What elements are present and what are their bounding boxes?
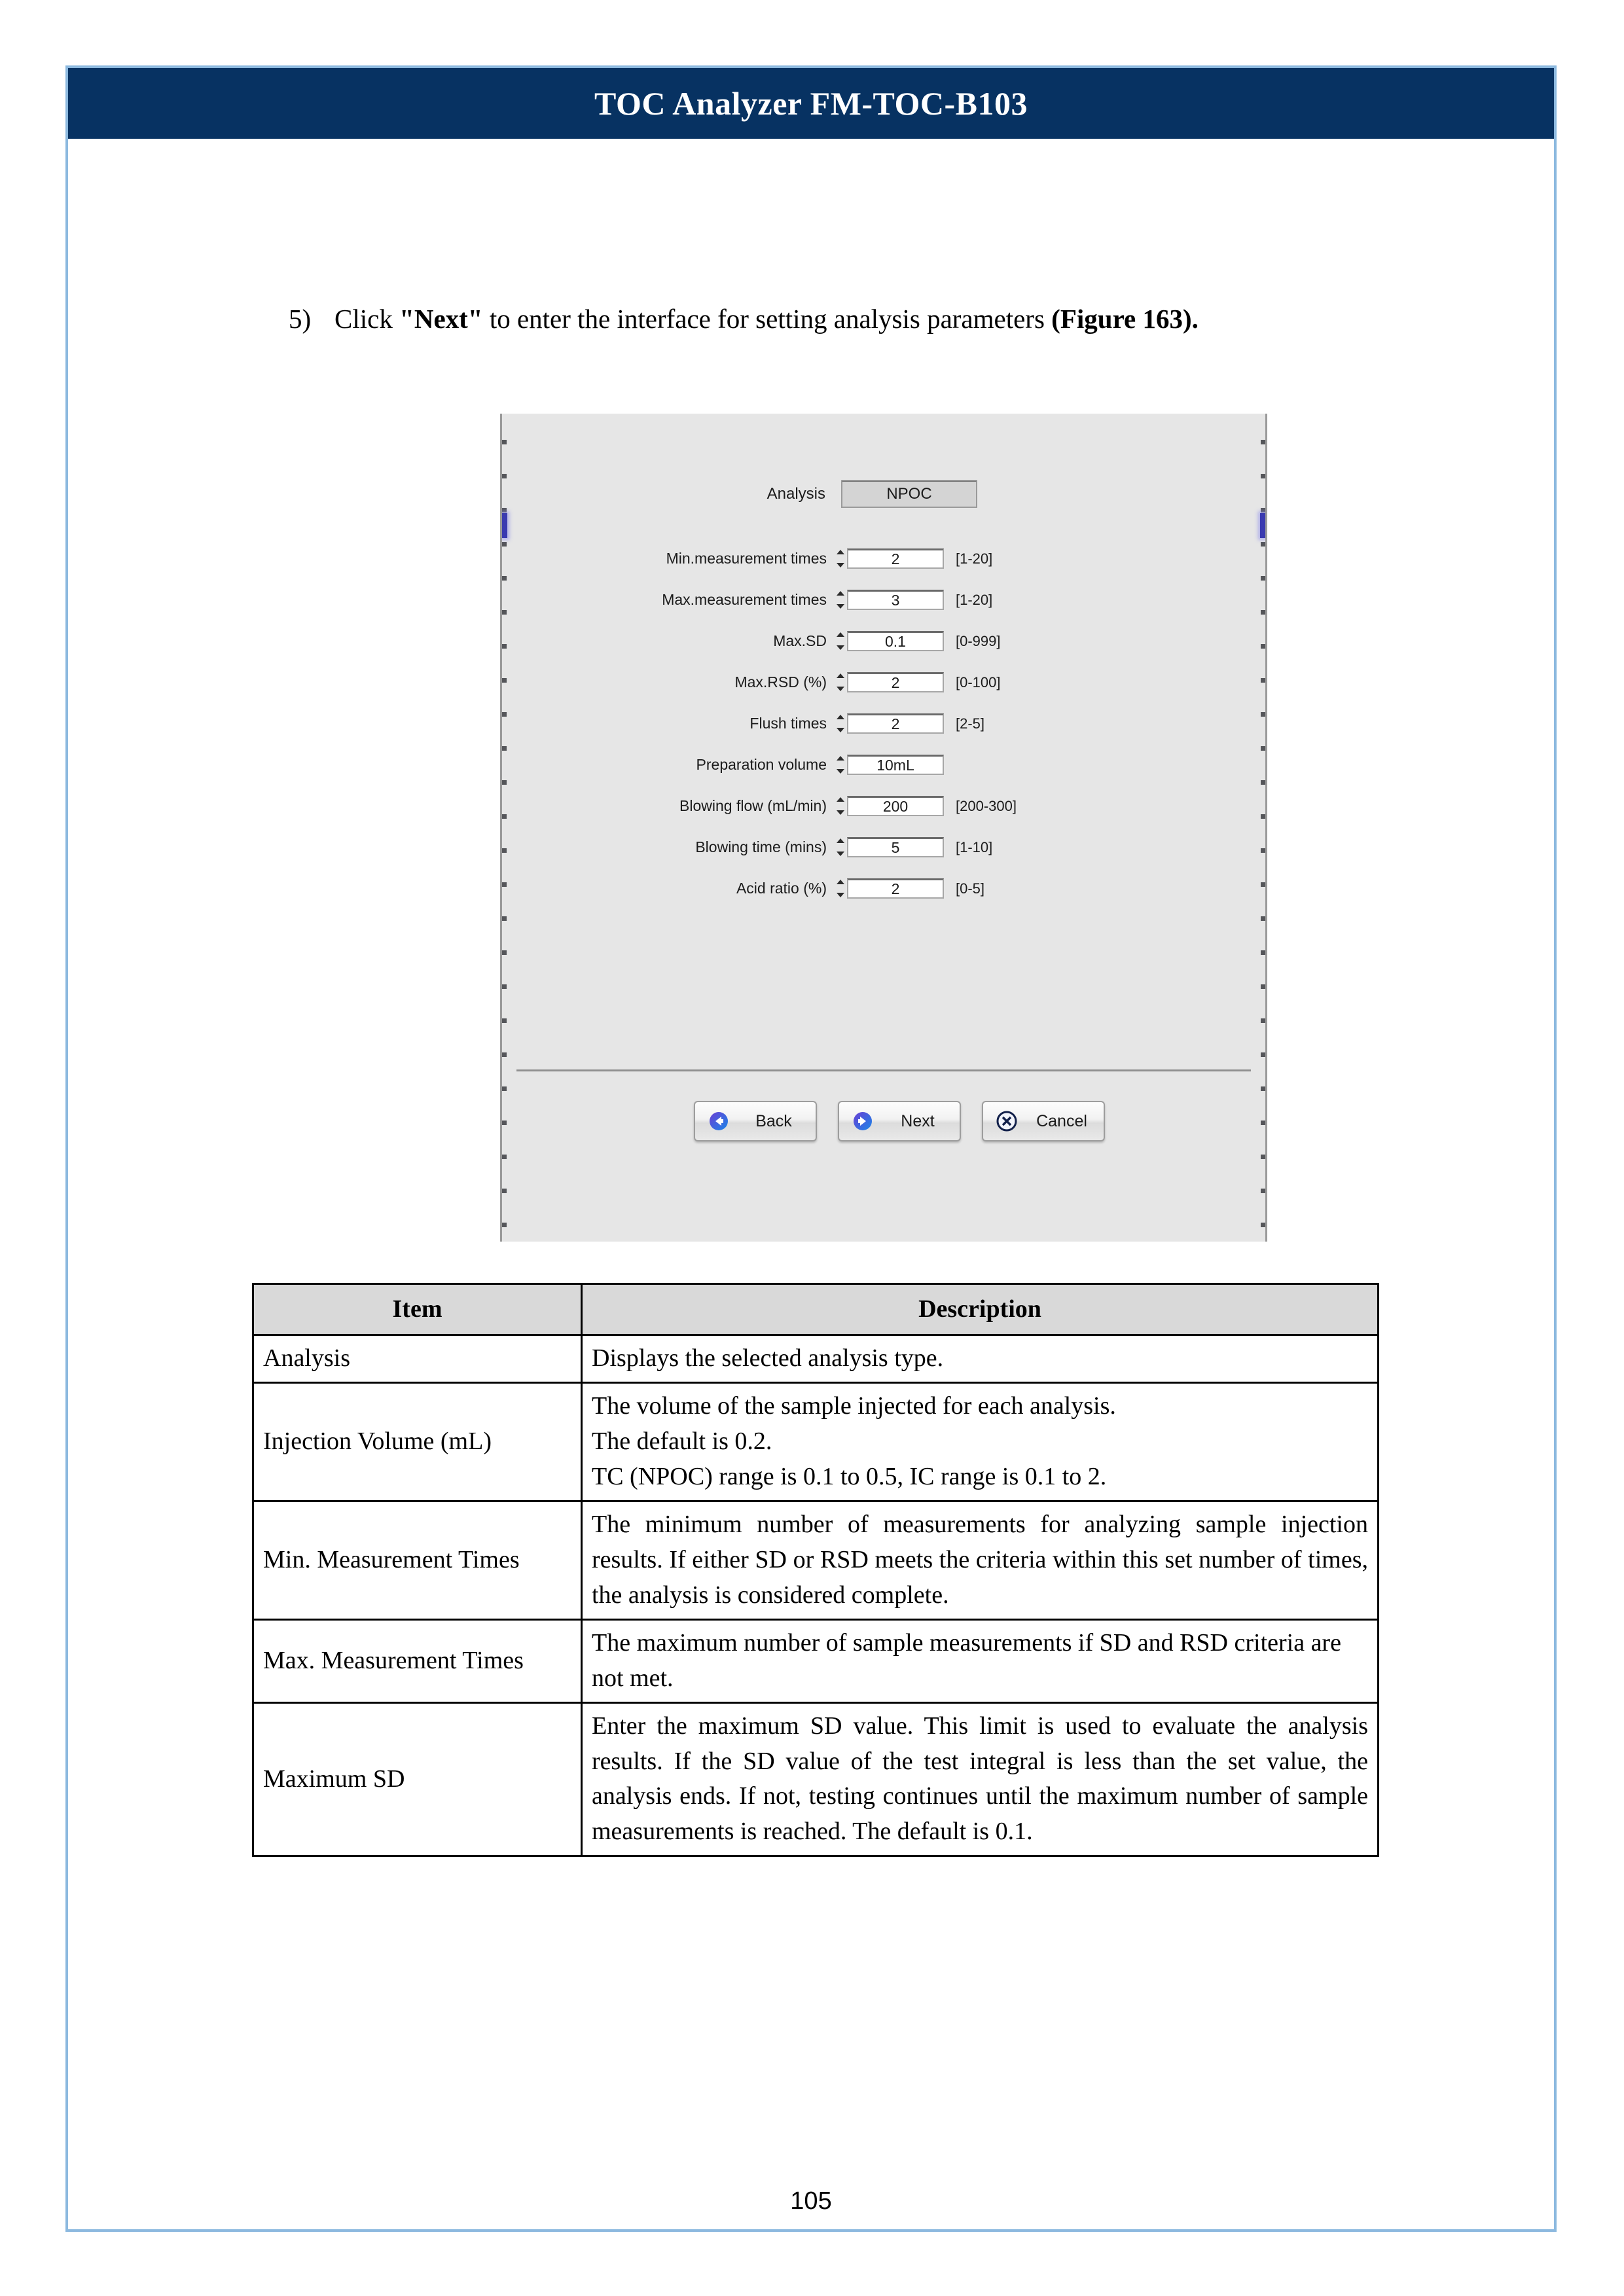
parameter-label: Max.SD (773, 632, 827, 649)
table-cell-item: Max. Measurement Times (253, 1619, 582, 1702)
column-header-description: Description (582, 1284, 1379, 1335)
description-line: TC (NPOC) range is 0.1 to 0.5, IC range is 0.1 to 2. (592, 1462, 1107, 1490)
spinner-stepper[interactable] (836, 837, 844, 857)
description-line: The volume of the sample injected for each analysis. (592, 1391, 1116, 1420)
spinner-up-icon[interactable] (837, 838, 844, 843)
spinner-down-icon[interactable] (837, 645, 844, 650)
parameter-range-hint: [0-100] (956, 673, 1001, 691)
step-text (334, 301, 1239, 337)
step-text-bold-figure-ref: (Figure 163). (1051, 304, 1199, 334)
parameter-range-hint: [0-999] (956, 632, 1001, 649)
figure-163-image (500, 414, 1267, 1242)
spinner-down-icon[interactable] (837, 893, 844, 897)
spinner-up-icon[interactable] (837, 632, 844, 637)
page-number: 105 (790, 2187, 832, 2215)
parameter-label: Preparation volume (696, 756, 827, 773)
table-body (253, 1335, 1379, 1856)
description-line: Enter the maximum SD value. This limit is used to evaluate the analysis results. If the SD value of the test integral is less than the set value, the analysis ends. If not, testing continues until the maximum number of sample measurements is reached. The default is 0.1. (592, 1712, 1368, 1846)
analysis-type-row (502, 480, 1265, 508)
table-cell-item: Min. Measurement Times (253, 1501, 582, 1619)
parameter-label: Acid ratio (%) (736, 880, 827, 897)
table-cell-description (582, 1619, 1379, 1702)
parameter-input[interactable]: 10mL (847, 755, 944, 775)
analysis-label: Analysis (767, 485, 825, 503)
spinner-down-icon[interactable] (837, 810, 844, 815)
table-row (253, 1702, 1379, 1856)
parameter-row (502, 837, 1265, 857)
spinner-up-icon[interactable] (837, 673, 844, 678)
dialog-footer-separator (516, 1069, 1251, 1071)
parameter-range-hint: [200-300] (956, 797, 1017, 814)
parameter-input[interactable]: 3 (847, 590, 944, 610)
parameter-description-table (252, 1283, 1379, 1857)
back-button[interactable] (694, 1101, 817, 1141)
parameter-fields-list (502, 548, 1265, 920)
parameter-input[interactable]: 2 (847, 672, 944, 692)
description-line: The default is 0.2. (592, 1427, 772, 1455)
instruction-step (289, 301, 1239, 337)
button-label: Back (755, 1111, 792, 1130)
table-cell-item: Injection Volume (mL) (253, 1382, 582, 1501)
spinner-up-icon[interactable] (837, 756, 844, 761)
button-label: Next (901, 1111, 935, 1130)
next-button[interactable] (838, 1101, 961, 1141)
table-row (253, 1501, 1379, 1619)
parameter-row (502, 548, 1265, 569)
page-content (68, 139, 1554, 2229)
spinner-stepper[interactable] (836, 548, 844, 569)
parameter-label: Max.measurement times (662, 591, 827, 608)
page-frame (65, 65, 1557, 2232)
spinner-stepper[interactable] (836, 878, 844, 899)
parameter-range-hint: [0-5] (956, 880, 985, 897)
step-text-part1: Click (334, 304, 400, 334)
table-header-row (253, 1284, 1379, 1335)
parameter-range-hint: [1-20] (956, 591, 993, 608)
table-row (253, 1382, 1379, 1501)
step-text-bold-next: "Next" (399, 304, 483, 334)
table-cell-item: Maximum SD (253, 1702, 582, 1856)
column-header-item: Item (253, 1284, 582, 1335)
parameter-label: Blowing flow (mL/min) (679, 797, 827, 814)
spinner-down-icon[interactable] (837, 852, 844, 856)
arrow-left-circle-icon (706, 1108, 732, 1134)
parameter-row (502, 672, 1265, 692)
x-circle-icon (994, 1108, 1020, 1134)
table-cell-description (582, 1335, 1379, 1383)
dialog-right-selection-handle (1260, 513, 1265, 538)
dialog-button-bar (502, 1101, 1265, 1141)
spinner-down-icon[interactable] (837, 563, 844, 567)
parameter-row (502, 713, 1265, 734)
table-head (253, 1284, 1379, 1335)
table-row (253, 1335, 1379, 1383)
cancel-button[interactable] (982, 1101, 1105, 1141)
step-marker: 5) (289, 304, 312, 334)
spinner-stepper[interactable] (836, 755, 844, 775)
step-text-part2: to enter the interface for setting analysis parameters (482, 304, 1052, 334)
analysis-type-field[interactable]: NPOC (841, 480, 977, 508)
description-line: Displays the selected analysis type. (592, 1344, 944, 1372)
parameter-input[interactable]: 2 (847, 878, 944, 899)
parameter-label: Min.measurement times (666, 550, 827, 567)
parameter-row (502, 590, 1265, 610)
table-cell-description (582, 1382, 1379, 1501)
parameter-row (502, 796, 1265, 816)
spinner-stepper[interactable] (836, 796, 844, 816)
parameter-label: Flush times (749, 715, 827, 732)
description-line: The minimum number of measurements for analyzing sample injection results. If either SD or RSD meets the criteria within this set number of times, the analysis is considered complete. (592, 1510, 1368, 1609)
page-header-banner (68, 68, 1554, 139)
table-cell-description (582, 1702, 1379, 1856)
spinner-up-icon[interactable] (837, 591, 844, 596)
spinner-stepper[interactable] (836, 590, 844, 610)
button-label: Cancel (1036, 1111, 1087, 1130)
parameter-row (502, 878, 1265, 899)
page-title: TOC Analyzer FM-TOC-B103 (594, 85, 1028, 122)
spinner-down-icon[interactable] (837, 769, 844, 774)
parameter-range-hint: [1-20] (956, 550, 993, 567)
parameter-range-hint: [1-10] (956, 838, 993, 855)
parameter-input[interactable]: 2 (847, 548, 944, 569)
spinner-down-icon[interactable] (837, 687, 844, 691)
spinner-up-icon[interactable] (837, 880, 844, 884)
dialog-left-selection-handle (502, 513, 507, 538)
table-cell-description (582, 1501, 1379, 1619)
description-line: The maximum number of sample measurements if SD and RSD criteria are not met. (592, 1628, 1341, 1692)
table-row (253, 1619, 1379, 1702)
spinner-stepper[interactable] (836, 631, 844, 651)
spinner-up-icon[interactable] (837, 550, 844, 554)
arrow-right-circle-icon (850, 1108, 876, 1134)
spinner-stepper[interactable] (836, 672, 844, 692)
spinner-up-icon[interactable] (837, 715, 844, 719)
parameter-input[interactable]: 0.1 (847, 631, 944, 651)
parameter-input[interactable]: 2 (847, 713, 944, 734)
parameter-range-hint: [2-5] (956, 715, 985, 732)
spinner-down-icon[interactable] (837, 604, 844, 609)
parameter-label: Max.RSD (%) (734, 673, 827, 691)
parameter-label: Blowing time (mins) (695, 838, 827, 855)
parameter-input[interactable]: 200 (847, 796, 944, 816)
spinner-up-icon[interactable] (837, 797, 844, 802)
spinner-stepper[interactable] (836, 713, 844, 734)
table-cell-item: Analysis (253, 1335, 582, 1383)
spinner-down-icon[interactable] (837, 728, 844, 732)
parameter-row (502, 755, 1265, 775)
analysis-parameters-dialog (500, 414, 1267, 1242)
parameter-row (502, 631, 1265, 651)
parameter-input[interactable]: 5 (847, 837, 944, 857)
